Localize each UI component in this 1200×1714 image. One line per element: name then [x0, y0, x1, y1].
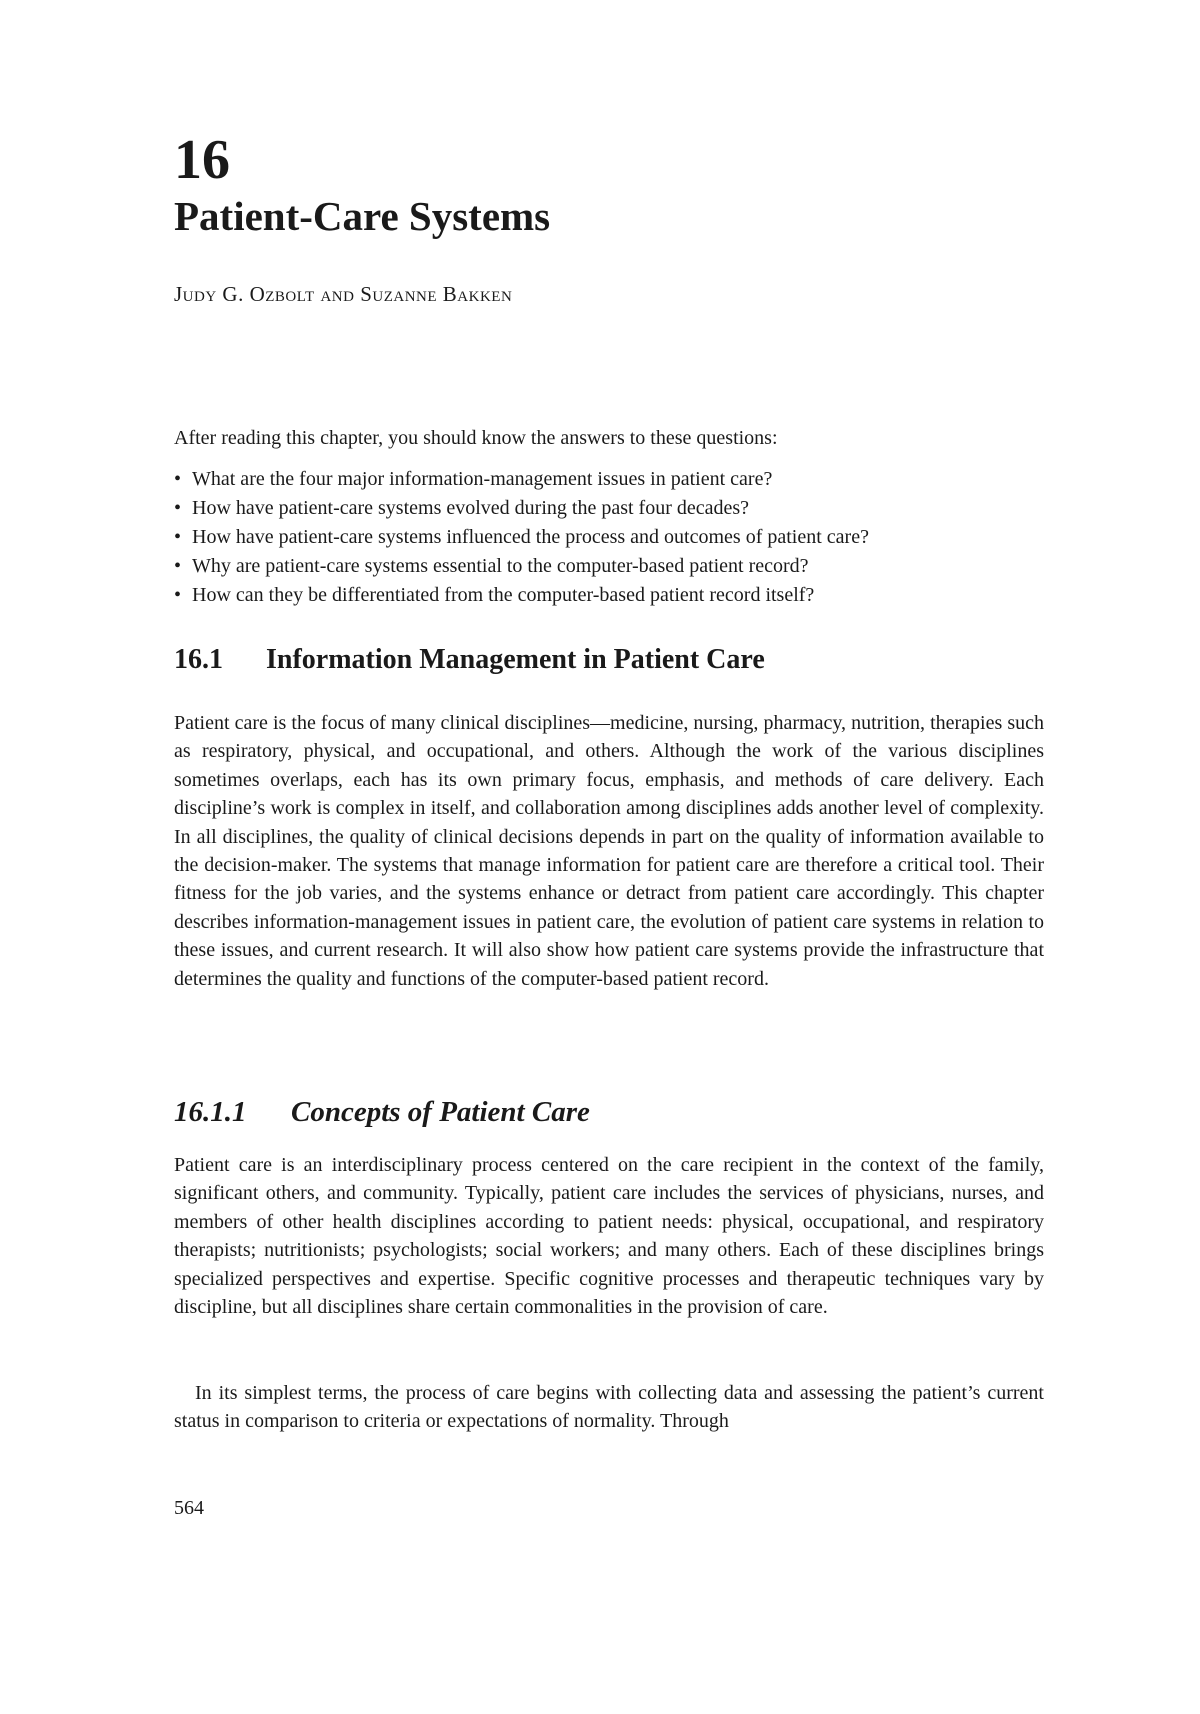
subsection-title: Concepts of Patient Care: [291, 1096, 590, 1128]
subsection-paragraph: In its simplest terms, the process of care begins with collecting data and assessing the patient’s current status in comparison to criteria or expectations of normality. Through: [174, 1382, 1044, 1433]
section-paragraph: Patient care is the focus of many clinical disciplines—medicine, nursing, pharmacy, nutrition, therapies such as respiratory, physical, and occupational, and others. Although the work of the various disciplines sometimes overlaps, each has its own primary focus, emphasis, and methods of care delivery. Each discipline’s work is complex in itself, and collaboration among disciplines adds another level of complexity. In all disciplines, the quality of clinical decisions depends in part on the quality of information available to the decision-maker. The systems that manage information for patient care are therefore a critical tool. Their fitness for the job varies, and the systems enhance or detract from patient care accordingly. This chapter describes information-management issues in patient care, the evolution of patient care systems in relation to these issues, and current research. It will also show how patient care systems provide the infrastructure that determines the quality and functions of the computer-based patient record.: [174, 712, 1044, 990]
page-number: 564: [174, 1497, 204, 1519]
question-text: How have patient-care systems influenced the process and outcomes of patient care?: [192, 526, 869, 548]
subsection-heading: [174, 1096, 590, 1129]
section-heading: [174, 644, 765, 676]
list-item: [174, 523, 1044, 552]
chapter-authors: Judy G. Ozbolt and Suzanne Bakken: [174, 282, 513, 306]
question-text: How have patient-care systems evolved during the past four decades?: [192, 497, 750, 519]
list-item: [174, 581, 1044, 610]
question-list: [174, 465, 1044, 610]
question-text: Why are patient-care systems essential to the computer-based patient record?: [192, 555, 809, 577]
intro-lead: After reading this chapter, you should know the answers to these questions:: [174, 427, 778, 449]
subsection-number: 16.1.1: [174, 1096, 247, 1128]
section-title: Information Management in Patient Care: [266, 644, 765, 675]
chapter-title: Patient-Care Systems: [174, 193, 551, 239]
bullet-icon: •: [174, 526, 182, 548]
section-number: 16.1: [174, 644, 223, 675]
question-text: How can they be differentiated from the computer-based patient record itself?: [192, 584, 815, 606]
question-text: What are the four major information-management issues in patient care?: [192, 468, 773, 490]
bullet-icon: •: [174, 584, 182, 606]
bullet-icon: •: [174, 497, 182, 519]
list-item: [174, 494, 1044, 523]
list-item: [174, 552, 1044, 581]
bullet-icon: •: [174, 555, 182, 577]
chapter-number: 16: [174, 129, 230, 191]
list-item: [174, 465, 1044, 494]
subsection-paragraph: Patient care is an interdisciplinary process centered on the care recipient in the context of the family, significant others, and community. Typically, patient care includes the services of physicians, nurses, and members of other health disciplines according to patient needs: physical, occupational, and respiratory therapists; nutritionists; psychologists; social workers; and many others. Each of these disciplines brings specialized perspectives and expertise. Specific cognitive processes and therapeutic techniques vary by discipline, but all disciplines share certain commonalities in the provision of care.: [174, 1154, 1044, 1319]
bullet-icon: •: [174, 468, 182, 490]
